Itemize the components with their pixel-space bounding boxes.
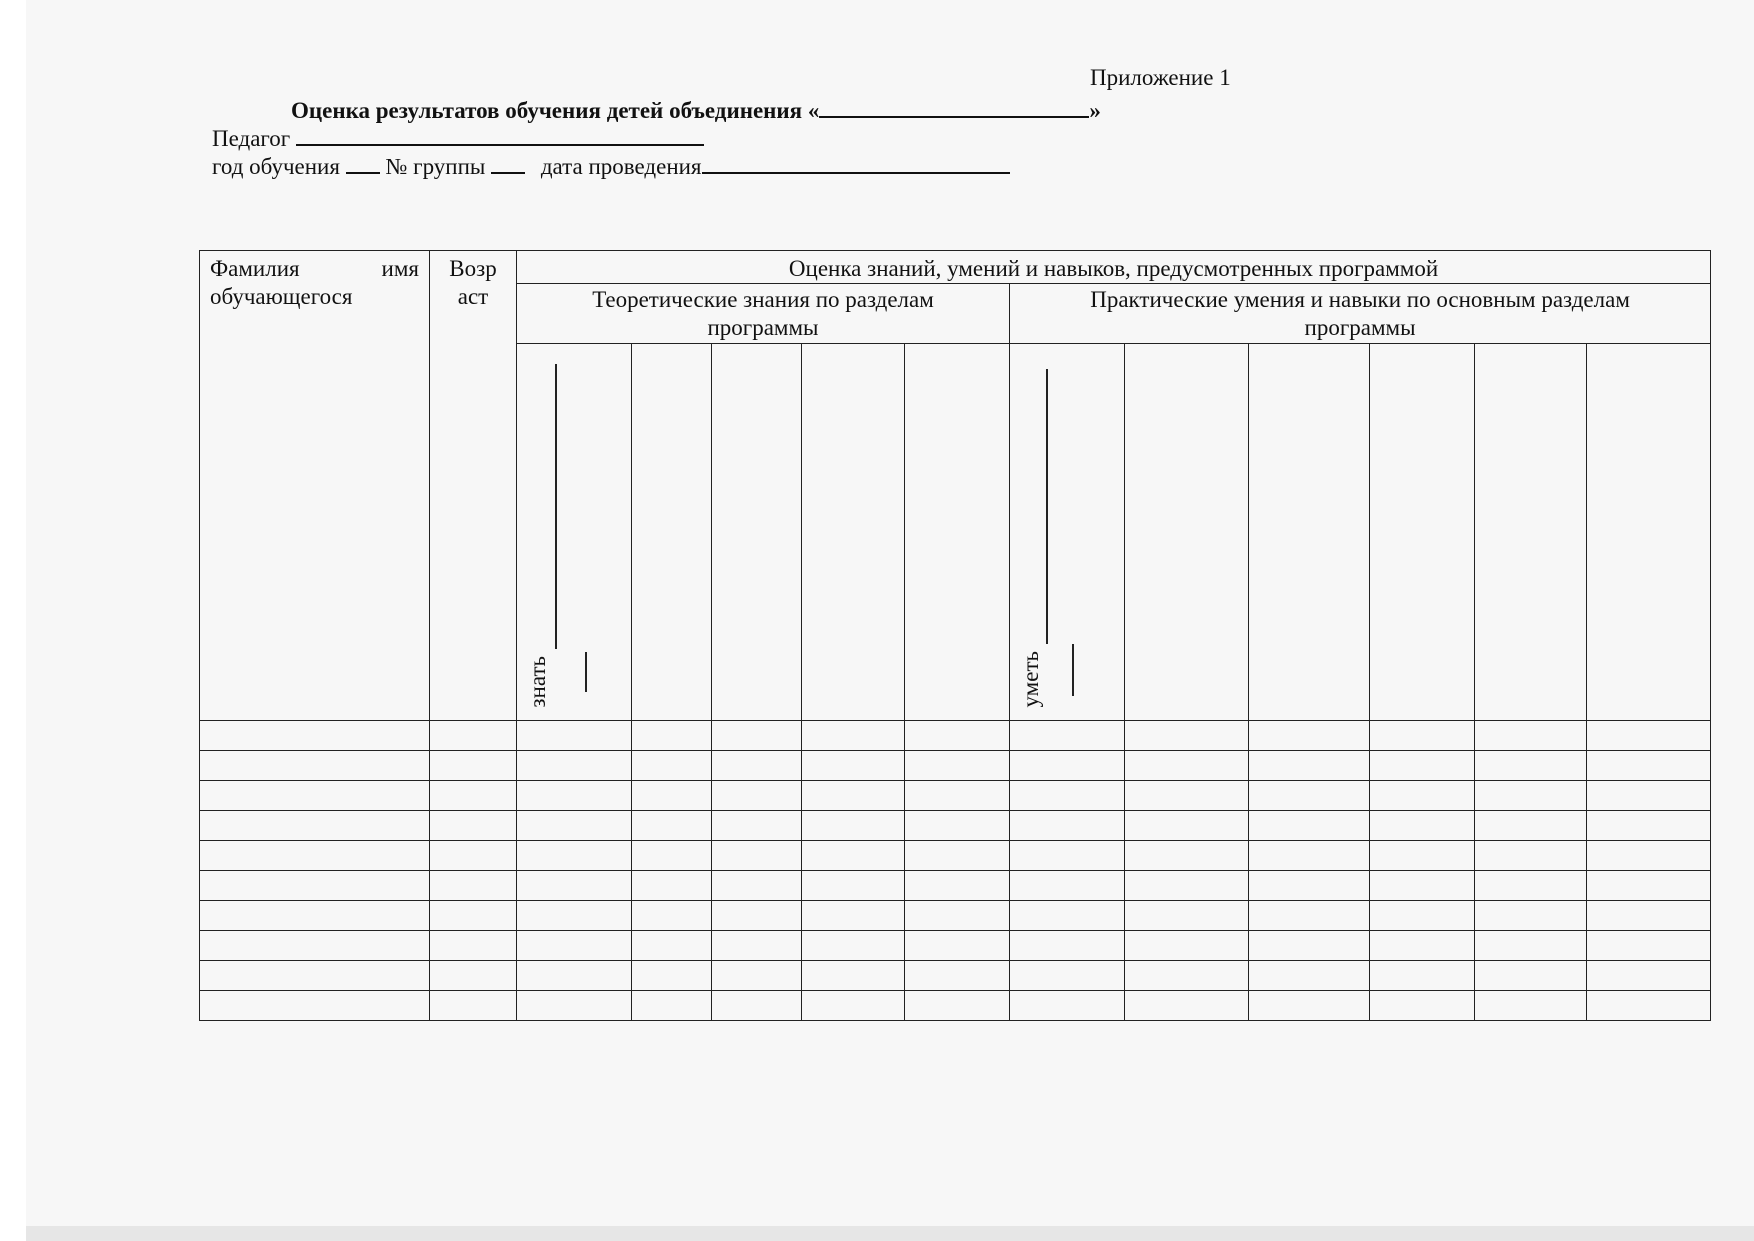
score-cell[interactable] bbox=[712, 841, 802, 871]
score-cell[interactable] bbox=[712, 871, 802, 901]
score-cell[interactable] bbox=[905, 721, 1010, 751]
score-cell[interactable] bbox=[517, 781, 632, 811]
theory-subcolumn-5[interactable] bbox=[905, 344, 1010, 721]
practice-subcolumn-1[interactable] bbox=[1010, 344, 1125, 721]
score-cell[interactable] bbox=[712, 991, 802, 1021]
score-cell[interactable] bbox=[1587, 871, 1711, 901]
score-cell[interactable] bbox=[517, 811, 632, 841]
student-name-cell[interactable] bbox=[200, 961, 430, 991]
practice-subcolumn-4[interactable] bbox=[1370, 344, 1475, 721]
score-cell[interactable] bbox=[905, 901, 1010, 931]
score-cell[interactable] bbox=[517, 901, 632, 931]
score-cell[interactable] bbox=[712, 901, 802, 931]
group-label: № группы bbox=[385, 154, 486, 179]
student-name-cell[interactable] bbox=[200, 721, 430, 751]
score-cell[interactable] bbox=[1249, 991, 1370, 1021]
score-cell[interactable] bbox=[632, 931, 712, 961]
score-cell[interactable] bbox=[1475, 721, 1587, 751]
know-write-line-short bbox=[585, 652, 587, 692]
score-cell[interactable] bbox=[1125, 811, 1249, 841]
score-cell[interactable] bbox=[905, 931, 1010, 961]
score-cell[interactable] bbox=[1249, 781, 1370, 811]
score-cell[interactable] bbox=[1587, 811, 1711, 841]
score-cell[interactable] bbox=[802, 781, 905, 811]
assessment-table bbox=[199, 250, 1711, 1021]
score-cell[interactable] bbox=[802, 751, 905, 781]
score-cell[interactable] bbox=[517, 841, 632, 871]
student-name-cell[interactable] bbox=[200, 991, 430, 1021]
score-cell[interactable] bbox=[905, 751, 1010, 781]
score-cell[interactable] bbox=[632, 991, 712, 1021]
score-cell[interactable] bbox=[1370, 841, 1475, 871]
score-cell[interactable] bbox=[1475, 871, 1587, 901]
name-head-word-1: Фамилия bbox=[210, 256, 300, 281]
table-row bbox=[200, 751, 1711, 781]
student-age-cell[interactable] bbox=[430, 901, 517, 931]
score-cell[interactable] bbox=[1587, 751, 1711, 781]
appendix-label: Приложение 1 bbox=[1090, 65, 1231, 90]
sheet-edge bbox=[26, 1226, 1754, 1241]
score-cell[interactable] bbox=[1249, 931, 1370, 961]
table-row bbox=[200, 871, 1711, 901]
score-cell[interactable] bbox=[1370, 871, 1475, 901]
student-age-cell[interactable] bbox=[430, 751, 517, 781]
teacher-line bbox=[212, 124, 704, 152]
name-head-word-3: обучающегося bbox=[210, 284, 353, 309]
score-cell[interactable] bbox=[1370, 961, 1475, 991]
table-row bbox=[200, 961, 1711, 991]
year-label: год обучения bbox=[212, 154, 340, 179]
score-cell[interactable] bbox=[632, 781, 712, 811]
assessment-group-header: Оценка знаний, умений и навыков, предусмотренных программой bbox=[517, 251, 1711, 284]
group-blank[interactable] bbox=[491, 152, 525, 174]
score-cell[interactable] bbox=[905, 781, 1010, 811]
score-cell[interactable] bbox=[1475, 751, 1587, 781]
score-cell[interactable] bbox=[1010, 751, 1125, 781]
table-row bbox=[200, 901, 1711, 931]
association-name-blank[interactable] bbox=[819, 96, 1089, 118]
table-row bbox=[200, 841, 1711, 871]
score-cell[interactable] bbox=[905, 871, 1010, 901]
score-cell[interactable] bbox=[1475, 931, 1587, 961]
score-cell[interactable] bbox=[1475, 811, 1587, 841]
score-cell[interactable] bbox=[1587, 931, 1711, 961]
score-cell[interactable] bbox=[1010, 841, 1125, 871]
score-cell[interactable] bbox=[905, 991, 1010, 1021]
score-cell[interactable] bbox=[1125, 841, 1249, 871]
score-cell[interactable] bbox=[1587, 991, 1711, 1021]
student-name-cell[interactable] bbox=[200, 841, 430, 871]
form-title-suffix: » bbox=[1089, 98, 1101, 123]
student-age-cell[interactable] bbox=[430, 991, 517, 1021]
student-age-cell[interactable] bbox=[430, 841, 517, 871]
theory-subcolumn-3[interactable] bbox=[712, 344, 802, 721]
score-cell[interactable] bbox=[1125, 961, 1249, 991]
score-cell[interactable] bbox=[1475, 901, 1587, 931]
score-cell[interactable] bbox=[1475, 841, 1587, 871]
score-cell[interactable] bbox=[1010, 931, 1125, 961]
age-head-part-2: аст bbox=[457, 284, 489, 309]
score-cell[interactable] bbox=[1475, 991, 1587, 1021]
student-age-cell[interactable] bbox=[430, 781, 517, 811]
practice-subcolumn-6[interactable] bbox=[1587, 344, 1711, 721]
table-row bbox=[200, 811, 1711, 841]
score-cell[interactable] bbox=[1249, 751, 1370, 781]
student-age-cell[interactable] bbox=[430, 961, 517, 991]
score-cell[interactable] bbox=[1249, 961, 1370, 991]
score-cell[interactable] bbox=[802, 961, 905, 991]
year-blank[interactable] bbox=[346, 152, 380, 174]
student-age-cell[interactable] bbox=[430, 811, 517, 841]
table-row bbox=[200, 721, 1711, 751]
know-label: знать bbox=[525, 656, 550, 708]
score-cell[interactable] bbox=[632, 721, 712, 751]
score-cell[interactable] bbox=[905, 961, 1010, 991]
data-rows bbox=[200, 721, 1711, 1021]
practice-subcolumn-5[interactable] bbox=[1475, 344, 1587, 721]
student-name-cell[interactable] bbox=[200, 901, 430, 931]
age-head-part-1: Возр bbox=[449, 256, 497, 281]
practice-header: Практические умения и навыки по основным разделам программы bbox=[1010, 284, 1711, 344]
score-cell[interactable] bbox=[1370, 811, 1475, 841]
teacher-name-blank[interactable] bbox=[296, 124, 704, 146]
score-cell[interactable] bbox=[905, 811, 1010, 841]
score-cell[interactable] bbox=[1010, 871, 1125, 901]
score-cell[interactable] bbox=[1249, 841, 1370, 871]
age-column-header bbox=[430, 251, 517, 721]
form-title-prefix: Оценка результатов обучения детей объединения « bbox=[291, 98, 820, 123]
score-cell[interactable] bbox=[632, 811, 712, 841]
name-column-header bbox=[200, 251, 430, 721]
score-cell[interactable] bbox=[1010, 901, 1125, 931]
score-cell[interactable] bbox=[1370, 721, 1475, 751]
score-cell[interactable] bbox=[1010, 721, 1125, 751]
score-cell[interactable] bbox=[632, 961, 712, 991]
score-cell[interactable] bbox=[1249, 811, 1370, 841]
score-cell[interactable] bbox=[802, 991, 905, 1021]
score-cell[interactable] bbox=[517, 751, 632, 781]
score-cell[interactable] bbox=[1010, 811, 1125, 841]
score-cell[interactable] bbox=[712, 811, 802, 841]
score-cell[interactable] bbox=[517, 871, 632, 901]
score-cell[interactable] bbox=[1010, 991, 1125, 1021]
skill-write-line-short bbox=[1072, 644, 1074, 696]
score-cell[interactable] bbox=[1010, 961, 1125, 991]
skill-label: уметь bbox=[1018, 651, 1043, 708]
score-cell[interactable] bbox=[1125, 991, 1249, 1021]
score-cell[interactable] bbox=[632, 841, 712, 871]
score-cell[interactable] bbox=[1125, 931, 1249, 961]
score-cell[interactable] bbox=[1370, 901, 1475, 931]
know-write-line bbox=[555, 364, 557, 649]
score-cell[interactable] bbox=[1587, 721, 1711, 751]
score-cell[interactable] bbox=[1587, 781, 1711, 811]
score-cell[interactable] bbox=[802, 811, 905, 841]
score-cell[interactable] bbox=[712, 781, 802, 811]
score-cell[interactable] bbox=[517, 991, 632, 1021]
date-blank[interactable] bbox=[702, 152, 1010, 174]
student-name-cell[interactable] bbox=[200, 871, 430, 901]
form-title bbox=[291, 96, 1101, 124]
score-cell[interactable] bbox=[1249, 721, 1370, 751]
score-cell[interactable] bbox=[1010, 781, 1125, 811]
score-cell[interactable] bbox=[1475, 961, 1587, 991]
score-cell[interactable] bbox=[1125, 901, 1249, 931]
header-row-1 bbox=[200, 251, 1711, 284]
theory-header: Теоретические знания по разделам программы bbox=[517, 284, 1010, 344]
score-cell[interactable] bbox=[517, 721, 632, 751]
score-cell[interactable] bbox=[1370, 991, 1475, 1021]
score-cell[interactable] bbox=[712, 751, 802, 781]
score-cell[interactable] bbox=[1249, 871, 1370, 901]
score-cell[interactable] bbox=[632, 901, 712, 931]
table-row bbox=[200, 781, 1711, 811]
score-cell[interactable] bbox=[802, 841, 905, 871]
meta-line bbox=[212, 152, 1010, 180]
skill-write-line bbox=[1046, 369, 1048, 644]
teacher-label: Педагог bbox=[212, 126, 291, 151]
score-cell[interactable] bbox=[632, 751, 712, 781]
score-cell[interactable] bbox=[802, 871, 905, 901]
score-cell[interactable] bbox=[712, 931, 802, 961]
score-cell[interactable] bbox=[712, 961, 802, 991]
practice-subcolumn-2[interactable] bbox=[1125, 344, 1249, 721]
score-cell[interactable] bbox=[1587, 961, 1711, 991]
score-cell[interactable] bbox=[1125, 871, 1249, 901]
student-name-cell[interactable] bbox=[200, 931, 430, 961]
score-cell[interactable] bbox=[1370, 781, 1475, 811]
score-cell[interactable] bbox=[1370, 931, 1475, 961]
score-cell[interactable] bbox=[802, 931, 905, 961]
student-age-cell[interactable] bbox=[430, 871, 517, 901]
table-row bbox=[200, 931, 1711, 961]
score-cell[interactable] bbox=[1587, 901, 1711, 931]
student-age-cell[interactable] bbox=[430, 931, 517, 961]
theory-subcolumn-1[interactable] bbox=[517, 344, 632, 721]
student-name-cell[interactable] bbox=[200, 811, 430, 841]
table-row bbox=[200, 991, 1711, 1021]
date-label: дата проведения bbox=[540, 154, 702, 179]
score-cell[interactable] bbox=[712, 721, 802, 751]
score-cell[interactable] bbox=[517, 961, 632, 991]
score-cell[interactable] bbox=[1587, 841, 1711, 871]
practice-subcolumn-3[interactable] bbox=[1249, 344, 1370, 721]
score-cell[interactable] bbox=[905, 841, 1010, 871]
score-cell[interactable] bbox=[802, 901, 905, 931]
score-cell[interactable] bbox=[1125, 781, 1249, 811]
student-name-cell[interactable] bbox=[200, 751, 430, 781]
theory-subcolumn-2[interactable] bbox=[632, 344, 712, 721]
name-head-word-2: имя bbox=[381, 256, 419, 281]
student-name-cell[interactable] bbox=[200, 781, 430, 811]
score-cell[interactable] bbox=[1249, 901, 1370, 931]
score-cell[interactable] bbox=[1125, 751, 1249, 781]
score-cell[interactable] bbox=[1370, 751, 1475, 781]
score-cell[interactable] bbox=[802, 721, 905, 751]
score-cell[interactable] bbox=[517, 931, 632, 961]
score-cell[interactable] bbox=[632, 871, 712, 901]
student-age-cell[interactable] bbox=[430, 721, 517, 751]
score-cell[interactable] bbox=[1125, 721, 1249, 751]
theory-subcolumn-4[interactable] bbox=[802, 344, 905, 721]
score-cell[interactable] bbox=[1475, 781, 1587, 811]
